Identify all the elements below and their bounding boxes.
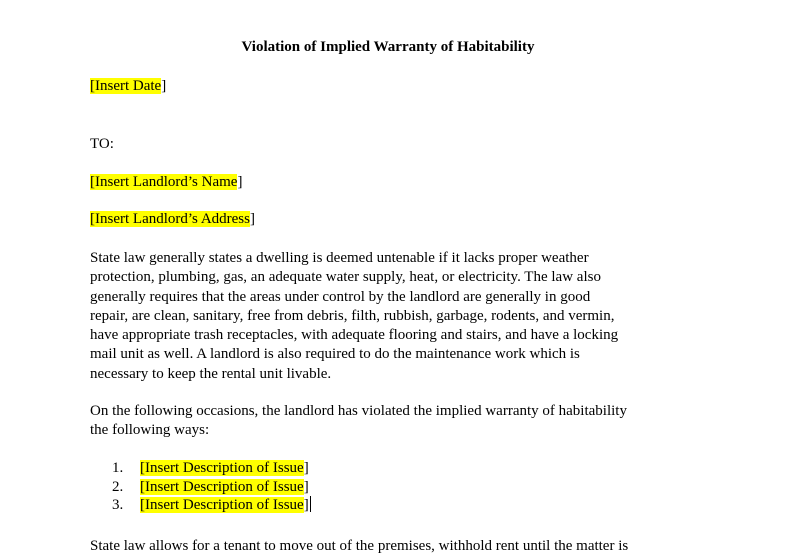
landlord-name-text: Insert Landlord’s Name: [95, 174, 238, 190]
issue-close-bracket: ]: [303, 478, 309, 495]
paragraph-line: repair, are clean, sanitary, free from debris, filth, rubbish, garbage, rodents, and vermin,: [90, 307, 615, 324]
date-placeholder[interactable]: [90, 77, 166, 96]
paragraph-line: State law allows for a tenant to move out of the premises, withhold rent until the matter is: [90, 538, 629, 554]
issue-item[interactable]: [112, 478, 311, 497]
paragraph-line: On the following occasions, the landlord has violated the implied warranty of habitability: [90, 403, 627, 419]
issue-number: 3.: [112, 497, 124, 513]
landlord-address-placeholder[interactable]: [90, 210, 255, 229]
violations-intro-paragraph: [90, 402, 710, 441]
issue-text: Insert Description of Issue: [145, 460, 304, 476]
landlord-address-text: Insert Landlord’s Address: [95, 211, 250, 227]
issue-number: 2.: [112, 478, 124, 495]
landlord-name-close-bracket: ]: [237, 174, 243, 190]
paragraph-line: necessary to keep the rental unit livable.: [90, 365, 332, 382]
issue-text: Insert Description of Issue: [145, 497, 304, 513]
landlord-name-placeholder[interactable]: [90, 173, 242, 192]
paragraph-line: mail unit as well. A landlord is also required to do the maintenance work which is: [90, 346, 580, 363]
paragraph-line: have appropriate trash receptacles, with adequate flooring and stairs, and have a locking: [90, 327, 619, 344]
issue-open-bracket: [: [140, 460, 145, 476]
date-close-bracket: ]: [161, 78, 167, 94]
document-title: Violation of Implied Warranty of Habitability: [241, 39, 535, 55]
date-placeholder-text: Insert Date: [95, 78, 162, 94]
issue-number: 1.: [112, 460, 124, 476]
issue-text: Insert Description of Issue: [145, 478, 304, 495]
issue-item[interactable]: [112, 496, 311, 515]
issue-close-bracket: ]: [303, 460, 309, 476]
issue-close-bracket: ]: [303, 497, 309, 513]
landlord-name-open-bracket: [: [90, 174, 95, 190]
tenant-remedies-paragraph: [90, 537, 710, 556]
date-open-bracket: [: [90, 78, 95, 94]
paragraph-line: State law generally states a dwelling is deemed untenable if it lacks proper weather: [90, 250, 589, 266]
habitability-law-paragraph: [90, 249, 710, 384]
issue-open-bracket: [: [140, 478, 145, 495]
paragraph-line: the following ways:: [90, 422, 210, 439]
issue-open-bracket: [: [140, 497, 145, 513]
text-cursor: [310, 496, 311, 512]
issues-list: [112, 459, 311, 515]
landlord-address-open-bracket: [: [90, 211, 95, 227]
issue-item[interactable]: [112, 459, 311, 478]
to-label: TO:: [90, 136, 114, 152]
landlord-address-close-bracket: ]: [249, 211, 255, 227]
paragraph-line: generally requires that the areas under control by the landlord are generally in good: [90, 288, 591, 305]
paragraph-line: protection, plumbing, gas, an adequate water supply, heat, or electricity. The law also: [90, 269, 601, 286]
